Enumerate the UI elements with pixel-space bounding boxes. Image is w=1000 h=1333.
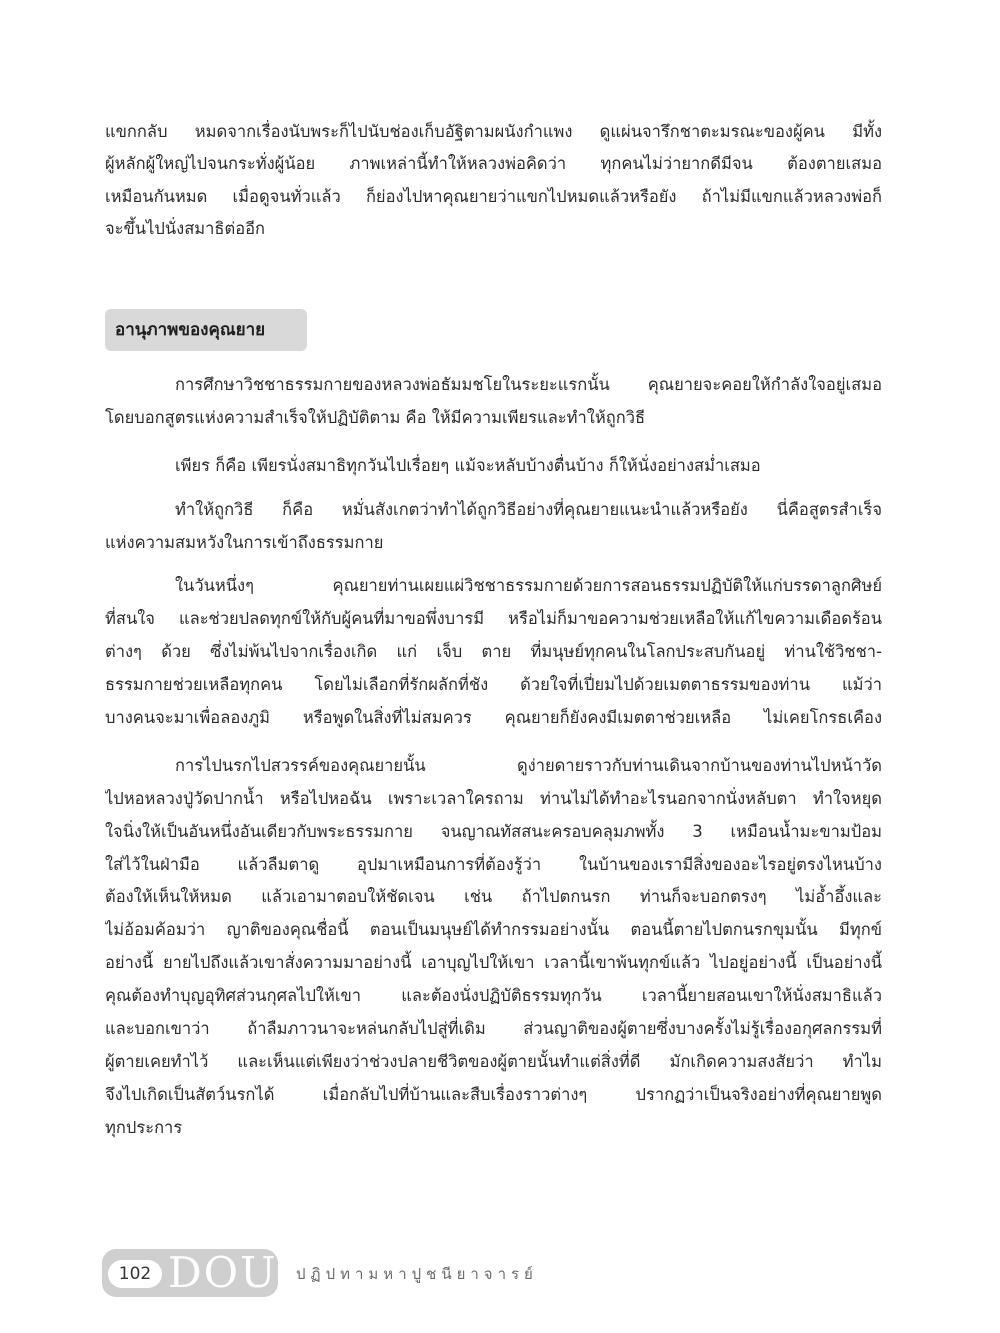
text-line: ต่างๆ ด้วย ซึ่งไม่พ้นไปจากเรื่องเกิด แก่ เจ็บ ตาย ที่มนุษย์ทุกคนในโลกประสบกันอยู่ ท่านใช้วิชชา- xyxy=(105,642,882,661)
text-line: ผู้หลักผู้ใหญ่ไปจนกระทั่งผู้น้อย ภาพเหล่านี้ทำให้หลวงพ่อคิดว่า ทุกคนไม่ว่ายากดีมีจน ต้องตายเสมอ xyxy=(105,154,882,173)
text-line: เหมือนกันหมด เมื่อดูจนทั่วแล้ว ก็ย่องไปหาคุณยายว่าแขกไปหมดแล้วหรือยัง ถ้าไม่มีแขกแล้วหลวงพ่อก็ xyxy=(105,187,882,206)
text-line: ธรรมกายช่วยเหลือทุกคน โดยไม่เลือกที่รักผลักที่ชัง ด้วยใจที่เปี่ยมไปด้วยเมตตาธรรมของท่าน แม้ว่า xyxy=(105,675,882,694)
text-line: ผู้ตายเคยทำไว้ และเห็นแต่เพียงว่าช่วงปลายชีวิตของผู้ตายนั้นทำแต่สิ่งที่ดี มักเกิดความสงสัยว่า ทำไม xyxy=(105,1052,882,1071)
text-line: ใส่ไว้ในฝ่ามือ แล้วลืมตาดู อุปมาเหมือนการที่ต้องรู้ว่า ในบ้านของเรามีสิ่งของอะไรอยู่ตรงไหนบ้าง xyxy=(105,855,882,874)
text-line: การไปนรกไปสวรรค์ของคุณยายนั้น ดูง่ายดายราวกับท่านเดินจากบ้านของท่านไปหน้าวัด xyxy=(175,756,882,775)
text-line: แห่งความสมหวังในการเข้าถึงธรรมกาย xyxy=(105,533,384,552)
page-number: 102 xyxy=(108,1260,162,1288)
text-line: โดยบอกสูตรแห่งความสำเร็จให้ปฏิบัติตาม คือ ให้มีความเพียรและทำให้ถูกวิธี xyxy=(105,408,646,427)
dou-logo: DOU xyxy=(168,1248,278,1297)
text-line: เพียร ก็คือ เพียรนั่งสมาธิทุกวันไปเรื่อยๆ แม้จะหลับบ้างตื่นบ้าง ก็ให้นั่งอย่างสม่ำเสมอ xyxy=(175,456,761,475)
text-line: ในวันหนึ่งๆ คุณยายท่านเผยแผ่วิชชาธรรมกายด้วยการสอนธรรมปฏิบัติให้แก่บรรดาลูกศิษย์ xyxy=(175,576,882,595)
text-line: และบอกเขาว่า ถ้าลืมภาวนาจะหล่นกลับไปสู่ที่เดิม ส่วนญาติของผู้ตายซึ่งบางครั้งไม่รู้เรื่องอกุศลกรรมที่ xyxy=(105,1019,882,1038)
text-line: จึงไปเกิดเป็นสัตว์นรกได้ เมื่อกลับไปที่บ้านและสืบเรื่องราวต่างๆ ปรากฏว่าเป็นจริงอย่างที่คุณยายพูด xyxy=(105,1085,882,1104)
text-line: ไม่อ้อมค้อมว่า ญาติของคุณชื่อนี้ ตอนเป็นมนุษย์ได้ทำกรรมอย่างนั้น ตอนนี้ตายไปตกนรกขุมนั้น มีทุกข์ xyxy=(105,920,882,939)
text-line: แขกกลับ หมดจากเรื่องนับพระก็ไปนับช่องเก็บอัฐิตามผนังกำแพง ดูแผ่นจารึกชาตะมรณะของผู้คน มีทั้ง xyxy=(105,122,882,141)
running-title: ปฏิปทามหาปูชนียาจารย์ xyxy=(296,1265,538,1283)
text-line: ใจนิ่งให้เป็นอันหนึ่งอันเดียวกับพระธรรมกาย จนญาณทัสสนะครอบคลุมภพทั้ง 3 เหมือนน้ำมะขามป้อม xyxy=(105,822,882,841)
text-line: ทุกประการ xyxy=(105,1118,183,1137)
text-line: การศึกษาวิชชาธรรมกายของหลวงพ่อธัมมชโยในระยะแรกนั้น คุณยายจะคอยให้กำลังใจอยู่เสมอ xyxy=(175,375,882,394)
text-line: ต้องให้เห็นให้หมด แล้วเอามาตอบให้ชัดเจน เช่น ถ้าไปตกนรก ท่านก็จะบอกตรงๆ ไม่อ้ำอึ้งและ xyxy=(105,887,882,906)
text-line: ไปหอหลวงปู่วัดปากน้ำ หรือไปหอฉัน เพราะเวลาใครถาม ท่านไม่ได้ทำอะไรนอกจากนั่งหลับตา ทำใจหยุด xyxy=(105,789,882,808)
section-heading: อานุภาพของคุณยาย xyxy=(105,309,307,351)
text-line: ทำให้ถูกวิธี ก็คือ หมั่นสังเกตว่าทำได้ถูกวิธีอย่างที่คุณยายแนะนำแล้วหรือยัง นี่คือสูตรสำเร็จ xyxy=(175,500,882,519)
text-line: ที่สนใจ และช่วยปลดทุกข์ให้กับผู้คนที่มาขอพึ่งบารมี หรือไม่ก็มาขอความช่วยเหลือให้แก้ไขความเดือดร้อน xyxy=(105,609,882,628)
text-line: คุณต้องทำบุญอุทิศส่วนกุศลไปให้เขา และต้องนั่งปฏิบัติธรรมทุกวัน เวลานี้ยายสอนเขาให้นั่งสมาธิแล้ว xyxy=(105,986,882,1005)
text-line: จะขึ้นไปนั่งสมาธิต่ออีก xyxy=(105,219,266,238)
text-line: บางคนจะมาเพื่อลองภูมิ หรือพูดในสิ่งที่ไม่สมควร คุณยายก็ยังคงมีเมตตาช่วยเหลือ ไม่เคยโกรธเคือง xyxy=(105,708,882,727)
text-line: อย่างนี้ ยายไปถึงแล้วเขาสั่งความมาอย่างนี้ เอาบุญไปให้เขา เวลานี้เขาพ้นทุกข์แล้ว ไปอยู่อย่างนี้ เป็นอย่างนี้ xyxy=(105,953,882,972)
